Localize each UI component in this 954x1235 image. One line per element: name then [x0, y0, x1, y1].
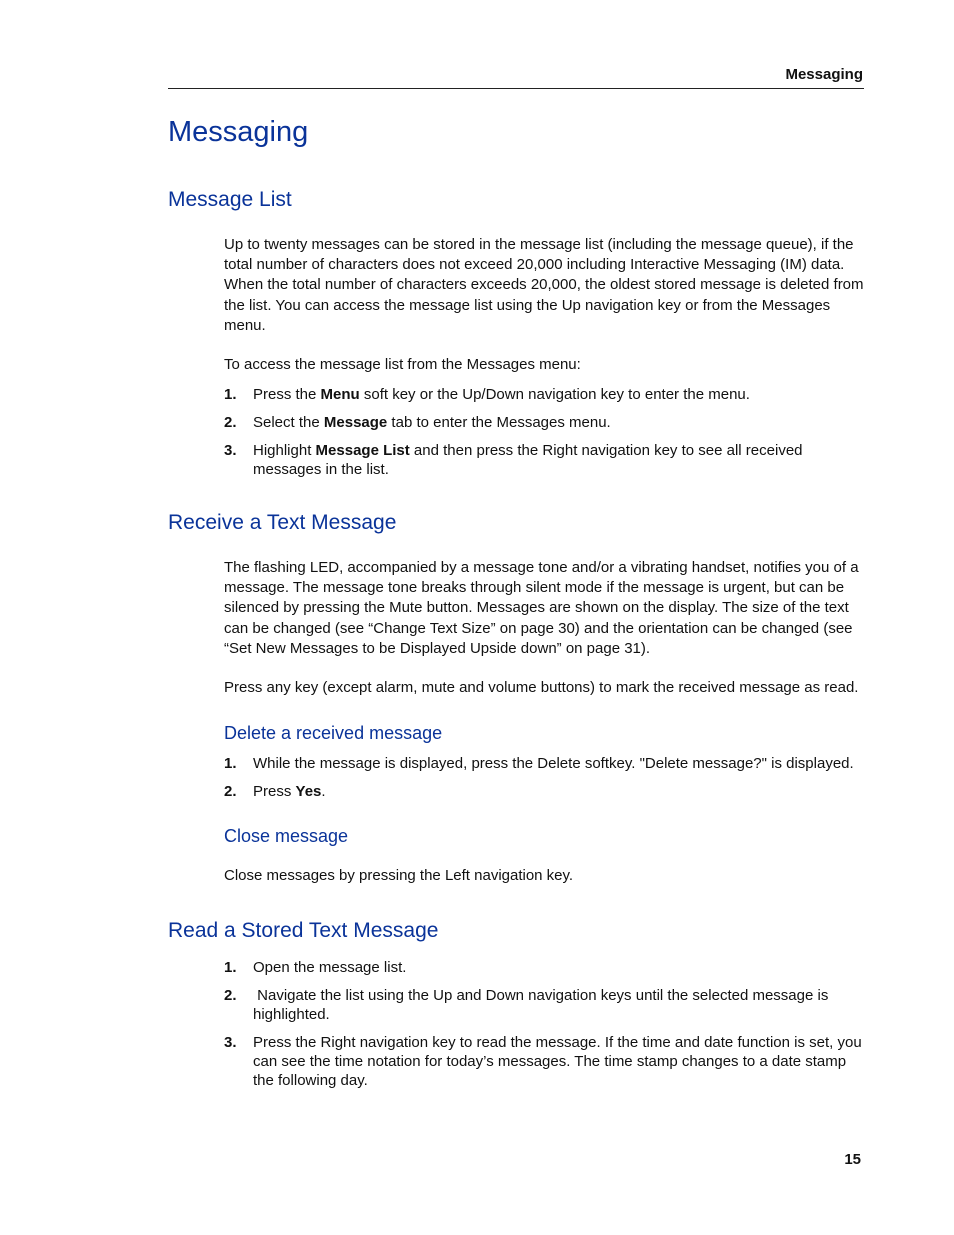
page-title: Messaging	[168, 116, 309, 148]
step-text: Navigate the list using the Up and Down navigation keys until the selected message is highlighted.	[253, 987, 833, 1023]
step-text: While the message is displayed, press the Delete softkey. "Delete message?" is displayed.	[253, 755, 854, 772]
delete-step	[224, 754, 864, 773]
close-text: Close messages by pressing the Left navigation key.	[224, 867, 574, 884]
step-number: 3.	[224, 442, 237, 459]
step-number: 3.	[224, 1034, 237, 1051]
section-heading-read: Read a Stored Text Message	[168, 919, 439, 942]
running-header: Messaging	[785, 66, 863, 83]
message-list-step	[224, 413, 864, 432]
message-list-intro: Up to twenty messages can be stored in the message list (including the message queue), if the total number of characters does not exceed 20,000 including Interactive Messaging (IM) data. When the total number of characters exceeds 20,000, the oldest stored message is deleted from the list. You can access the message list using the Up navigation key or from the Messages menu.	[224, 236, 864, 334]
receive-paragraph: The flashing LED, accompanied by a message tone and/or a vibrating handset, notifies you of a message. The message tone breaks through silent mode if the message is urgent, but can be silenced by pressing the Mute button. Messages are shown on the display. The size of the text can be changed (see “Change Text Size” on page 30) and the orientation can be changed (see “Set New Messages to be Displayed Upside down” on page 31).	[224, 559, 859, 657]
message-list-step	[224, 441, 864, 479]
step-number: 2.	[224, 414, 237, 431]
step-text: Press Yes.	[253, 783, 326, 800]
message-list-step	[224, 385, 864, 404]
step-number: 1.	[224, 386, 237, 403]
subheading-delete: Delete a received message	[224, 723, 443, 743]
step-number: 1.	[224, 755, 237, 772]
step-text: Select the Message tab to enter the Messages menu.	[253, 414, 611, 431]
receive-paragraph-read: Press any key (except alarm, mute and volume buttons) to mark the received message as read.	[224, 679, 859, 696]
step-number: 2.	[224, 987, 237, 1004]
delete-step	[224, 782, 864, 801]
read-step	[224, 958, 864, 977]
step-text: Press the Right navigation key to read the message. If the time and date function is set, you can see the time notation for today’s messages. The time stamp changes to a date stamp the following day.	[253, 1034, 862, 1089]
read-step	[224, 986, 864, 1024]
message-list-access: To access the message list from the Messages menu:	[224, 356, 581, 373]
step-number: 1.	[224, 959, 237, 976]
header-rule	[168, 88, 864, 89]
read-step	[224, 1033, 864, 1090]
section-heading-receive: Receive a Text Message	[168, 511, 397, 534]
section-heading-message-list: Message List	[168, 188, 292, 211]
page-number: 15	[844, 1151, 861, 1168]
step-text: Open the message list.	[253, 959, 407, 976]
step-text: Press the Menu soft key or the Up/Down navigation key to enter the menu.	[253, 386, 750, 403]
step-number: 2.	[224, 783, 237, 800]
subheading-close: Close message	[224, 826, 349, 846]
step-text: Highlight Message List and then press the Right navigation key to see all received messages in the list.	[253, 442, 803, 478]
